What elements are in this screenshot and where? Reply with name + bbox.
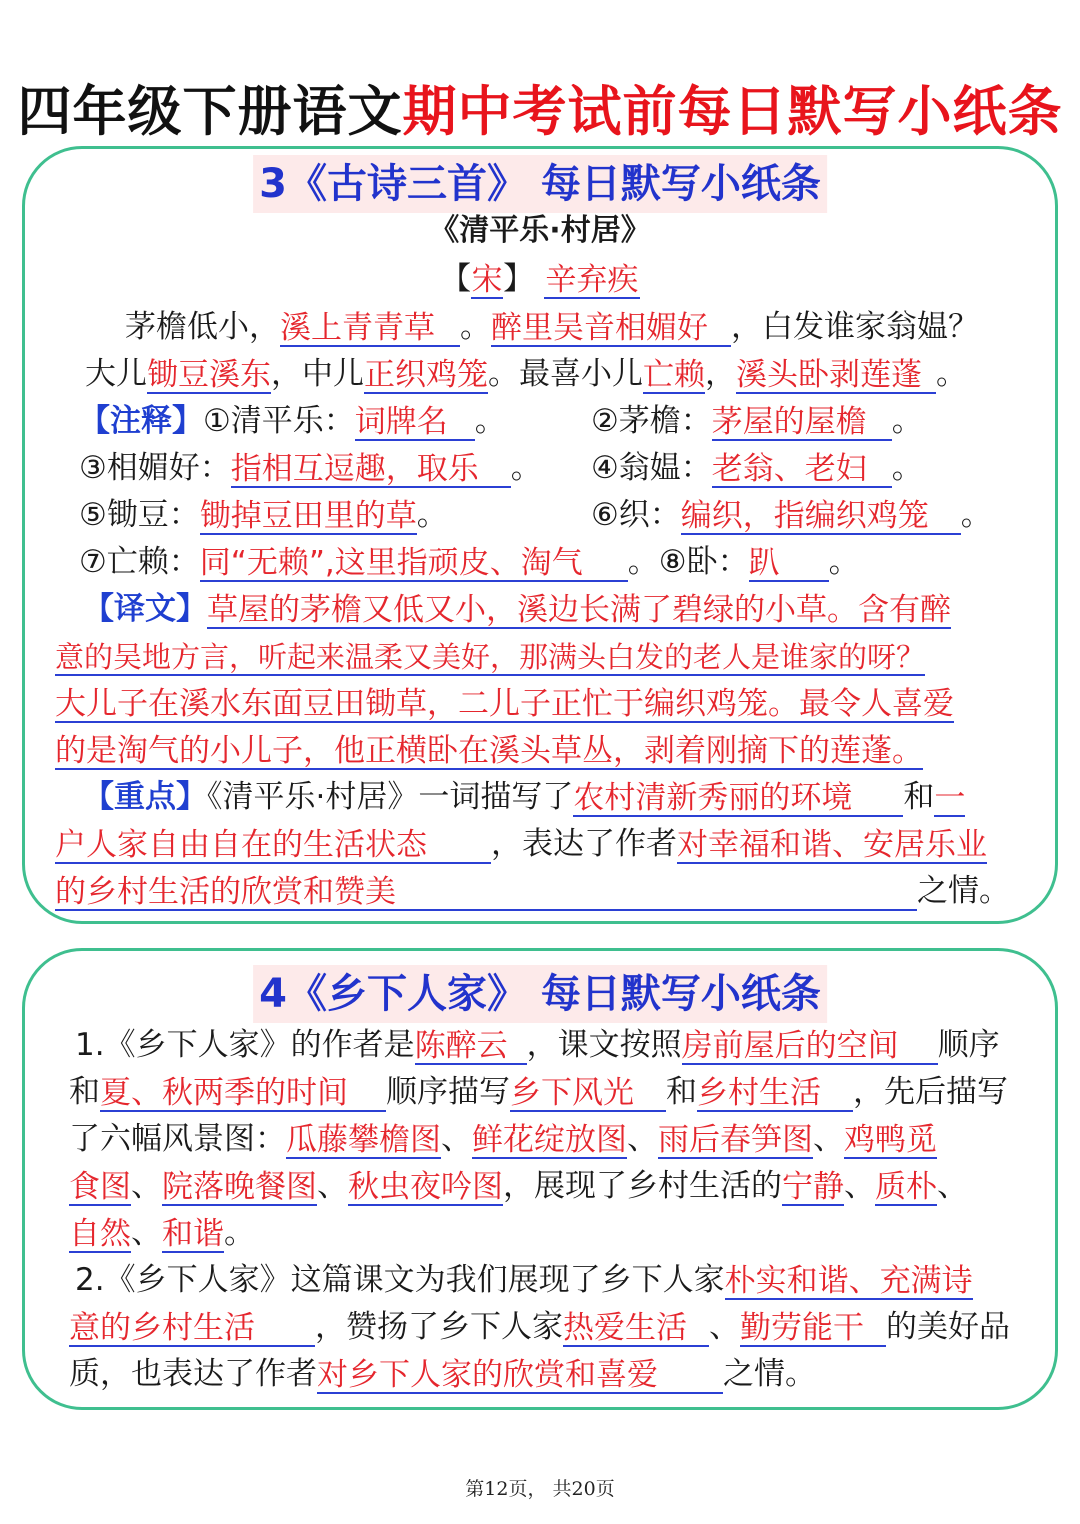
q-text: 顺序 bbox=[937, 1027, 1000, 1063]
page-title bbox=[0, 78, 1080, 146]
note-row-3b bbox=[591, 495, 992, 535]
q-text: 1.《乡下人家》的作者是 bbox=[75, 1027, 415, 1063]
q-answer: 乡村生活 bbox=[697, 1076, 853, 1112]
q-answer: 朴实和谐、充满诗 bbox=[724, 1263, 973, 1299]
note-term: ⑤锄豆： bbox=[79, 497, 200, 533]
poem-text: 茅檐低小， bbox=[125, 309, 280, 345]
q-answer: 夏、秋两季的时间 bbox=[100, 1076, 386, 1112]
q-answer: 鸡鸭觅 bbox=[844, 1122, 937, 1158]
q-text: 、 bbox=[709, 1309, 740, 1345]
q-answer: 食图 bbox=[69, 1169, 131, 1205]
key-text: ，表达了作者 bbox=[491, 826, 677, 862]
q-text: 了六幅风景图： bbox=[69, 1121, 286, 1157]
poem-blank: 正织鸡笼 bbox=[364, 357, 488, 393]
key-answer: 对幸福和谐、安居乐业 bbox=[677, 827, 987, 863]
q-answer: 勤劳能干 bbox=[740, 1311, 886, 1347]
q-answer: 对乡下人家的欣赏和喜爱 bbox=[317, 1358, 723, 1394]
q-answer: 院落晚餐图 bbox=[162, 1169, 317, 1205]
key-line-2 bbox=[55, 824, 987, 864]
note-answer: 词牌名 bbox=[355, 405, 475, 441]
q1-line-1 bbox=[75, 1025, 1000, 1065]
note-dot: 。 bbox=[891, 450, 923, 486]
q-text: 和 bbox=[69, 1074, 100, 1110]
q-answer: 乡下风光 bbox=[510, 1076, 666, 1112]
poem-title: 《清平乐·村居》 bbox=[429, 213, 651, 248]
note-answer: 老翁、老妇 bbox=[712, 452, 892, 488]
poem-author bbox=[25, 259, 1055, 299]
poem-blank: 锄豆溪东 bbox=[147, 357, 271, 393]
card-heading: 3《古诗三首》 每日默写小纸条 bbox=[253, 155, 827, 213]
poem-text: ，白发谁家翁媪？ bbox=[731, 309, 979, 345]
q-text: 。 bbox=[224, 1215, 255, 1251]
poem-text: ， bbox=[705, 356, 736, 392]
q-text: 之情。 bbox=[723, 1356, 816, 1392]
q-answer: 房前屋后的空间 bbox=[682, 1029, 938, 1065]
card-ancient-poems bbox=[22, 146, 1058, 924]
translation-line-3 bbox=[55, 683, 954, 723]
q-text: 、 bbox=[844, 1168, 875, 1204]
q-text: 顺序描写 bbox=[386, 1074, 510, 1110]
note-row-1b bbox=[591, 401, 923, 441]
title-red: 期中考试前每日默写小纸条 bbox=[402, 80, 1063, 143]
page-number: 第12页， 共20页 bbox=[465, 1478, 615, 1500]
q2-line-1 bbox=[75, 1260, 973, 1300]
note-row-2a bbox=[79, 448, 542, 488]
q-text: ，赞扬了乡下人家 bbox=[315, 1309, 563, 1345]
key-line-1 bbox=[83, 777, 965, 817]
key-label: 【重点】 bbox=[83, 779, 207, 815]
q-text: 的美好品 bbox=[886, 1309, 1010, 1345]
note-answer: 趴 bbox=[749, 546, 829, 582]
q-text: 2.《乡下人家》这篇课文为我们展现了乡下人家 bbox=[75, 1262, 725, 1298]
poem-line-1 bbox=[125, 307, 979, 347]
note-row-2b bbox=[591, 448, 923, 488]
note-dot: 。 bbox=[828, 544, 860, 580]
q-text: 、 bbox=[317, 1168, 348, 1204]
note-dot: 。 bbox=[510, 450, 542, 486]
q-text: 、 bbox=[937, 1168, 968, 1204]
note-term: ①清平乐： bbox=[203, 403, 355, 439]
q2-line-2 bbox=[69, 1307, 1010, 1347]
q2-line-3 bbox=[69, 1354, 816, 1394]
key-line-3 bbox=[55, 871, 1010, 911]
poem-text: 。 bbox=[460, 309, 491, 345]
note-term: ⑧卧： bbox=[658, 544, 749, 580]
poem-line-2 bbox=[85, 354, 967, 394]
key-text: 之情。 bbox=[917, 873, 1010, 909]
note-term: ③相媚好： bbox=[79, 450, 231, 486]
note-row-3a bbox=[79, 495, 448, 535]
author-bracket-open: 【 bbox=[440, 261, 472, 297]
q-text: 、 bbox=[131, 1168, 162, 1204]
note-row-1a bbox=[79, 401, 506, 441]
key-answer: 农村清新秀丽的环境 bbox=[573, 781, 903, 817]
key-answer: 的乡村生活的欣赏和赞美 bbox=[55, 875, 917, 911]
note-dot: 。 bbox=[627, 544, 659, 580]
q-answer: 陈醉云 bbox=[415, 1029, 527, 1065]
q1-line-4 bbox=[69, 1166, 968, 1206]
q-text: 、 bbox=[131, 1215, 162, 1251]
q-text: 质，也表达了作者 bbox=[69, 1356, 317, 1392]
q-answer: 宁静 bbox=[782, 1169, 844, 1205]
q-text: 、 bbox=[627, 1121, 658, 1157]
translation-text: 的是淘气的小儿子，他正横卧在溪头草丛，剥着刚摘下的莲蓬。 bbox=[55, 733, 923, 769]
poem-text: ，中儿 bbox=[271, 356, 364, 392]
poem-blank: 醉里吴音相媚好 bbox=[491, 311, 731, 347]
note-dot: 。 bbox=[416, 497, 448, 533]
q-answer: 和谐 bbox=[162, 1216, 224, 1252]
q-text: ，先后描写 bbox=[853, 1074, 1008, 1110]
note-term: ④翁媪： bbox=[591, 450, 712, 486]
key-answer: 一 bbox=[934, 780, 966, 816]
note-answer: 锄掉豆田里的草 bbox=[199, 498, 417, 534]
note-dot: 。 bbox=[474, 403, 506, 439]
translation-text: 草屋的茅檐又低又小，溪边长满了碧绿的小草。含有醉 bbox=[207, 592, 951, 628]
poem-blank: 溪头卧剥莲蓬 bbox=[736, 358, 936, 394]
q-answer: 鲜花绽放图 bbox=[472, 1122, 627, 1158]
q1-line-3 bbox=[69, 1119, 937, 1159]
translation-line-4 bbox=[55, 730, 923, 770]
translation-text: 意的吴地方言，听起来温柔又美好，那满头白发的老人是谁家的呀？ bbox=[55, 640, 926, 674]
key-text: 和 bbox=[903, 779, 935, 815]
q-text: ，课文按照 bbox=[526, 1027, 682, 1063]
note-answer: 指相互逗趣，取乐 bbox=[231, 452, 511, 488]
translation-line-1 bbox=[83, 589, 951, 629]
note-term: ⑥织： bbox=[591, 497, 681, 533]
title-black: 四年级下册语文 bbox=[17, 80, 403, 143]
poem-blank: 亡赖 bbox=[643, 357, 705, 393]
q-answer: 质朴 bbox=[875, 1169, 937, 1205]
notes-label: 【注释】 bbox=[79, 403, 203, 439]
poem-text: 。 bbox=[936, 356, 967, 392]
q-answer: 自然 bbox=[69, 1216, 131, 1252]
q-text: 、 bbox=[813, 1121, 844, 1157]
translation-text: 大儿子在溪水东面豆田锄草，二儿子正忙于编织鸡笼。最令人喜爱 bbox=[55, 686, 954, 722]
note-answer: 编织，指编织鸡笼 bbox=[681, 499, 961, 535]
poem-blank: 溪上青青草 bbox=[280, 311, 460, 347]
note-dot: 。 bbox=[891, 403, 923, 439]
card-heading: 4《乡下人家》 每日默写小纸条 bbox=[253, 965, 827, 1023]
poem-text: 大儿 bbox=[85, 356, 147, 392]
q-text: 、 bbox=[441, 1121, 472, 1157]
author-name: 辛弃疾 bbox=[545, 262, 639, 298]
q-text: ，展现了乡村生活的 bbox=[503, 1168, 782, 1204]
q-answer: 雨后春笋图 bbox=[658, 1122, 813, 1158]
note-answer: 同“无赖”,这里指顽皮、淘气 bbox=[200, 546, 628, 582]
note-term: ②茅檐： bbox=[591, 403, 712, 439]
q-text: 和 bbox=[666, 1074, 697, 1110]
q-answer: 意的乡村生活 bbox=[69, 1311, 315, 1347]
key-answer: 户人家自由自在的生活状态 bbox=[55, 828, 491, 864]
q-answer: 瓜藤攀檐图 bbox=[286, 1122, 441, 1158]
q1-line-2 bbox=[69, 1072, 1008, 1112]
q-answer: 秋虫夜吟图 bbox=[348, 1169, 503, 1205]
note-row-4 bbox=[79, 542, 860, 582]
author-dynasty: 宋 bbox=[471, 262, 503, 298]
translation-label: 【译文】 bbox=[83, 591, 207, 627]
poem-text: 。最喜小儿 bbox=[488, 356, 643, 392]
key-text: 《清平乐·村居》一词描写了 bbox=[207, 779, 574, 815]
note-term: ⑦亡赖： bbox=[79, 544, 200, 580]
card-rural-homes bbox=[22, 948, 1058, 1410]
q-answer: 热爱生活 bbox=[563, 1311, 709, 1347]
translation-line-2 bbox=[55, 636, 925, 676]
note-dot: 。 bbox=[960, 497, 992, 533]
q1-line-5 bbox=[69, 1213, 255, 1253]
author-bracket-close: 】 bbox=[503, 261, 535, 297]
note-answer: 茅屋的屋檐 bbox=[712, 405, 892, 441]
